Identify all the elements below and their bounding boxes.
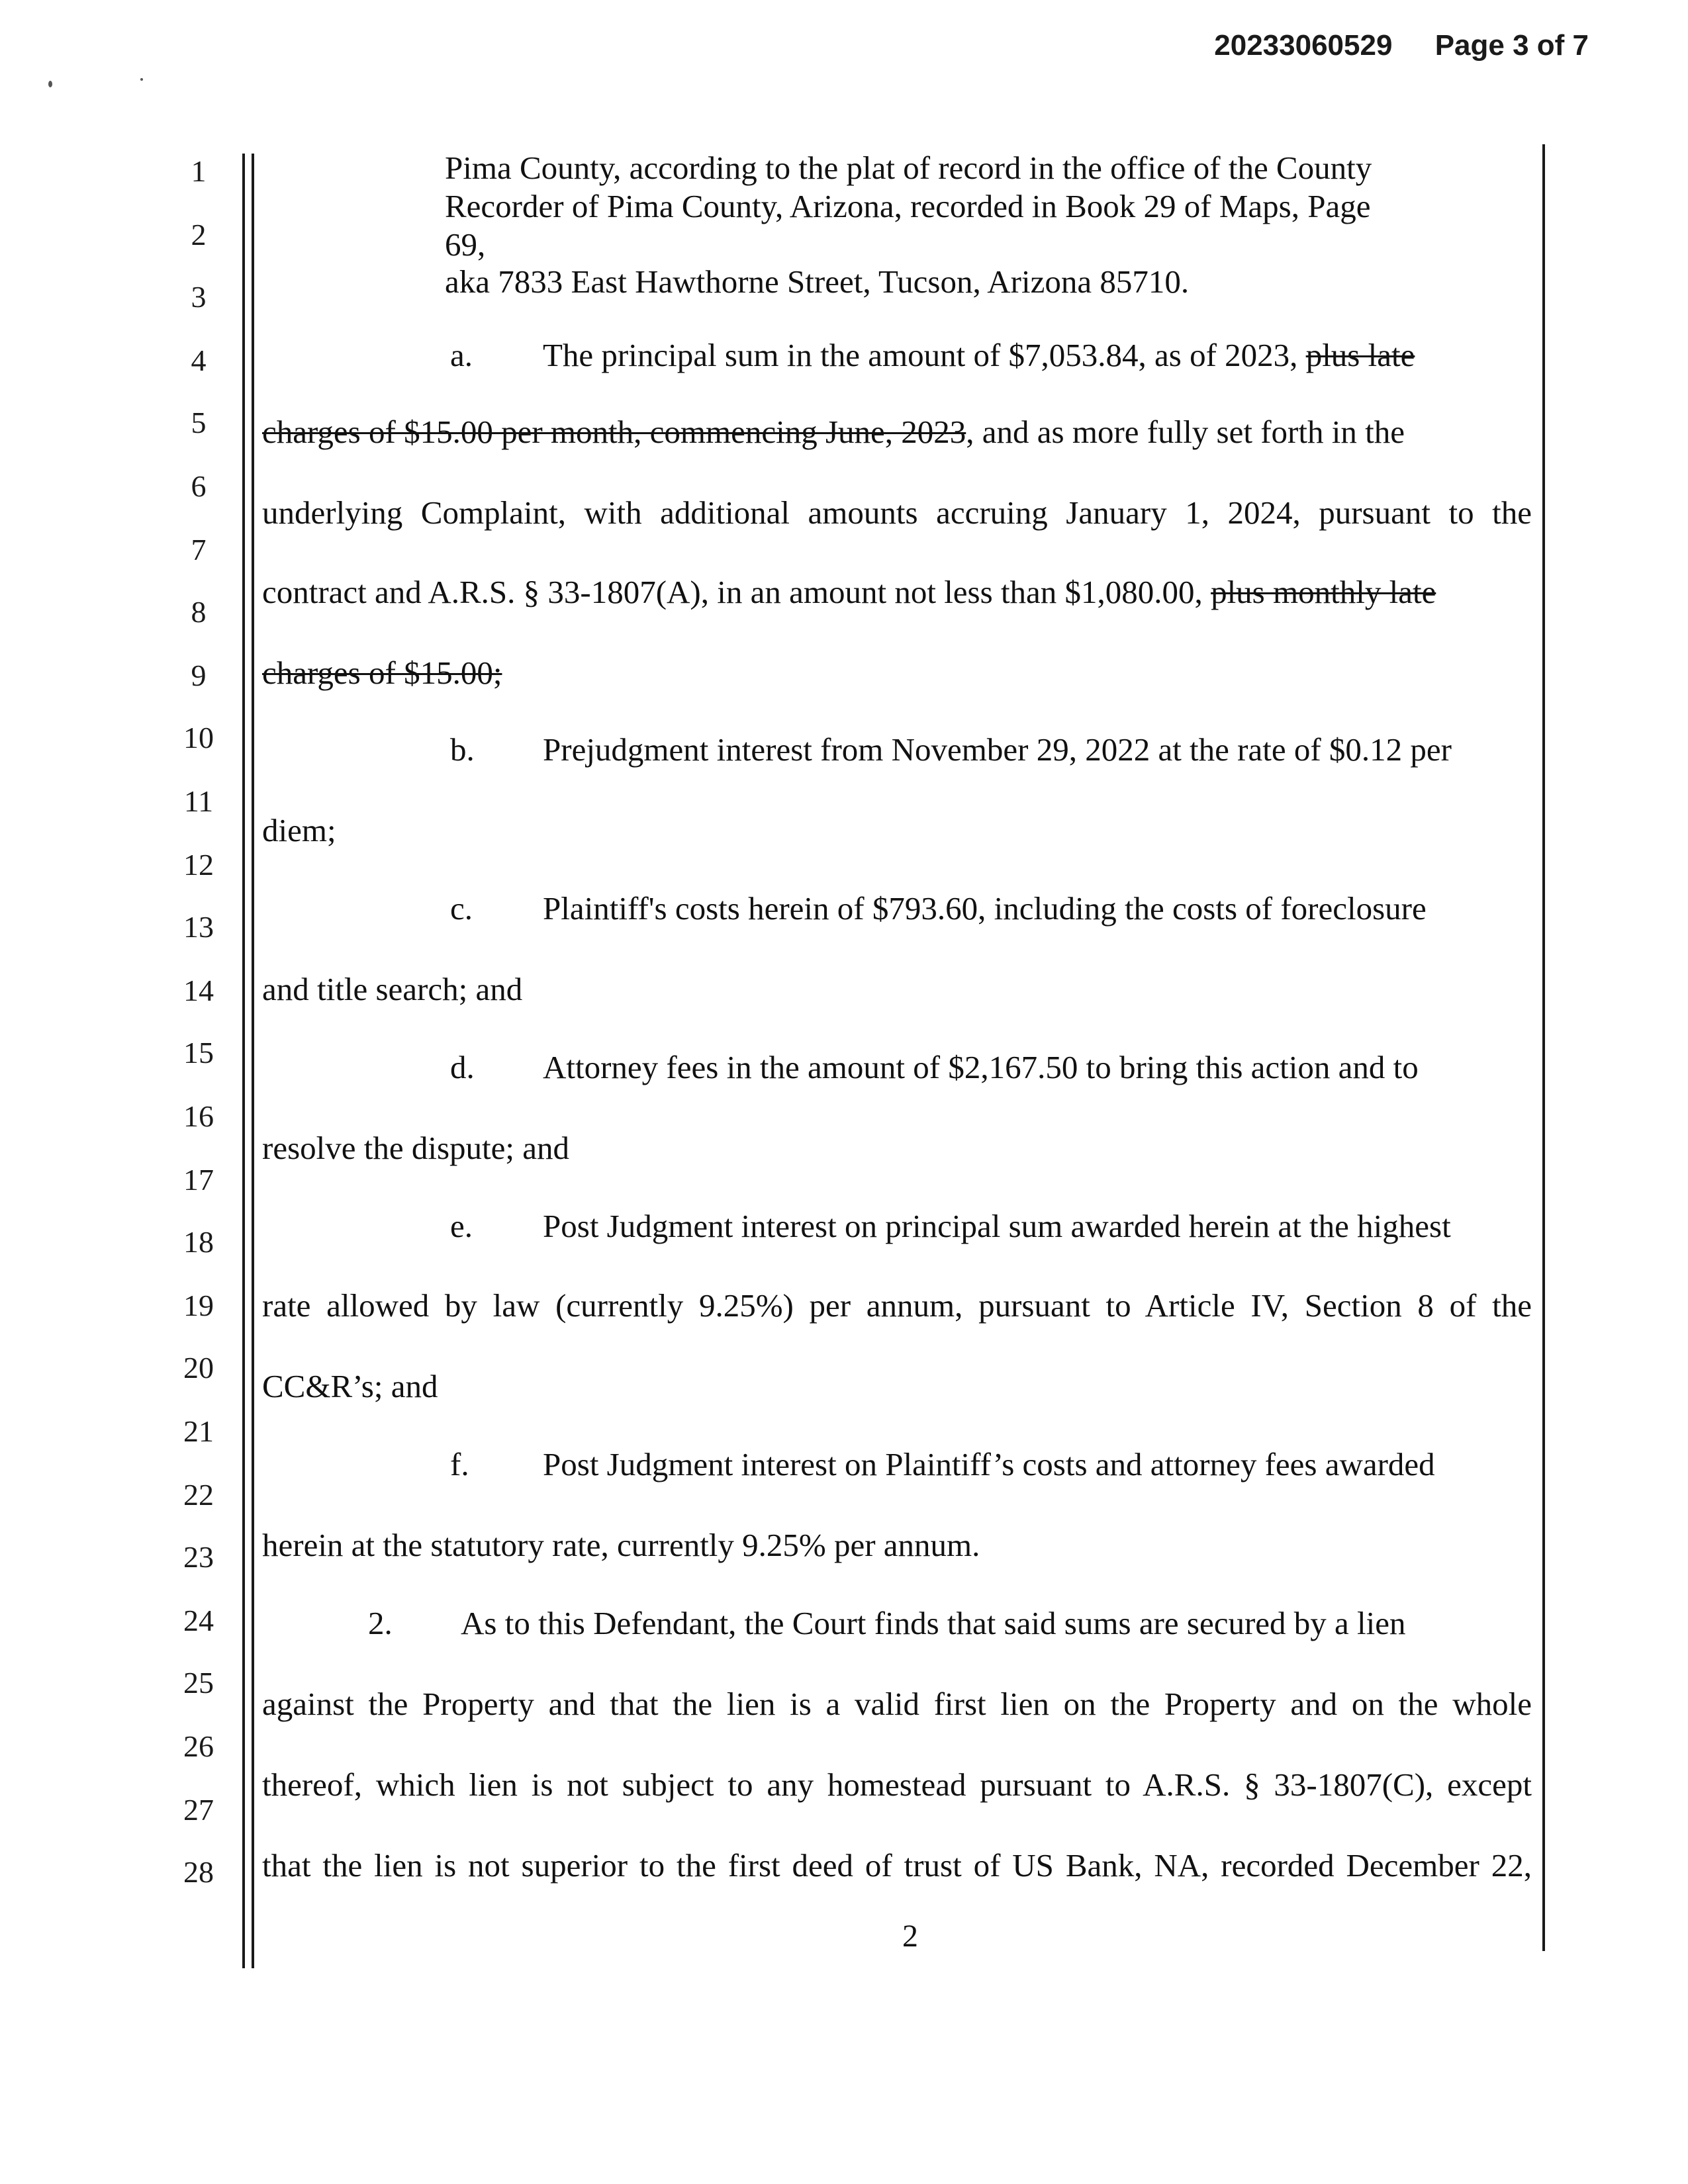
item-text: underlying Complaint, with additional amounts accruing January 1, 2024, pursuant to the <box>262 494 1532 531</box>
paragraph-text: against the Property and that the lien is a valid first lien on the Property and on the whole <box>262 1686 1532 1722</box>
line-number: 19 <box>183 1289 214 1322</box>
item-text: CC&R’s; and <box>262 1368 438 1404</box>
line-number: 7 <box>191 533 207 567</box>
item-text: contract and A.R.S. § 33-1807(A), in an amount not less than $1,080.00, <box>262 574 1203 610</box>
paragraph-text: that the lien is not superior to the first deed of trust of US Bank, NA, recorded December 22, <box>262 1847 1532 1884</box>
line-number: 17 <box>183 1163 214 1197</box>
item-text: Post Judgment interest on principal sum awarded herein at the highest <box>543 1208 1451 1244</box>
recording-number: 20233060529 <box>1214 29 1393 62</box>
line-number: 26 <box>183 1729 214 1763</box>
line-number: 9 <box>191 659 207 692</box>
line-number: 28 <box>183 1855 214 1889</box>
item-marker: d. <box>450 1049 475 1085</box>
legal-description-line: 69, <box>445 226 486 263</box>
scan-speck <box>140 78 143 81</box>
line-number: 6 <box>191 469 207 503</box>
item-text: Post Judgment interest on Plaintiff’s costs and attorney fees awarded <box>543 1446 1435 1482</box>
line-number: 21 <box>183 1414 214 1448</box>
item-text: herein at the statutory rate, currently 9.25% per annum. <box>262 1527 980 1563</box>
line-number: 16 <box>183 1099 214 1133</box>
right-margin-rule <box>1542 144 1545 1951</box>
item-marker: f. <box>450 1446 469 1482</box>
line-number: 23 <box>183 1540 214 1574</box>
line-number: 13 <box>183 910 214 944</box>
line-number: 8 <box>191 595 207 629</box>
line-number: 12 <box>183 848 214 882</box>
item-marker: b. <box>450 731 475 768</box>
line-number: 20 <box>183 1351 214 1385</box>
line-number: 18 <box>183 1225 214 1259</box>
item-text: Prejudgment interest from November 29, 2022 at the rate of $0.12 per <box>543 731 1452 768</box>
struck-text: charges of $15.00 per month, commencing June, 2023 <box>262 414 966 450</box>
paragraph-text: thereof, which lien is not subject to any homestead pursuant to A.R.S. § 33-1807(C), except <box>262 1766 1532 1803</box>
item-text: diem; <box>262 812 336 848</box>
line-number: 27 <box>183 1793 214 1827</box>
left-margin-rule-outer <box>242 154 245 1968</box>
item-text: Attorney fees in the amount of $2,167.50 to bring this action and to <box>543 1049 1419 1085</box>
paragraph-marker: 2. <box>368 1605 393 1641</box>
item-marker: e. <box>450 1208 473 1244</box>
line-number: 25 <box>183 1666 214 1700</box>
item-text: rate allowed by law (currently 9.25%) per annum, pursuant to Article IV, Section 8 of the <box>262 1287 1532 1324</box>
line-number: 4 <box>191 343 207 377</box>
item-marker: c. <box>450 890 473 927</box>
item-marker: a. <box>450 337 473 373</box>
struck-text: plus late <box>1305 337 1415 373</box>
line-number: 1 <box>191 154 207 188</box>
line-number: 3 <box>191 280 207 314</box>
line-number: 5 <box>191 406 207 439</box>
left-margin-rule-inner <box>252 154 254 1968</box>
line-number: 14 <box>183 974 214 1007</box>
line-number: 2 <box>191 218 207 251</box>
struck-text: plus monthly late <box>1211 574 1436 610</box>
item-text: The principal sum in the amount of $7,053.84, as of 2023, <box>543 337 1298 373</box>
item-text: resolve the dispute; and <box>262 1130 570 1166</box>
item-text: Plaintiff's costs herein of $793.60, including the costs of foreclosure <box>543 890 1427 927</box>
struck-text: charges of $15.00; <box>262 655 502 691</box>
scan-speck <box>48 81 52 87</box>
line-number: 22 <box>183 1478 214 1512</box>
line-number: 11 <box>183 784 214 818</box>
legal-description-line: aka 7833 East Hawthorne Street, Tucson, Arizona 85710. <box>445 263 1190 300</box>
line-number: 10 <box>183 721 214 754</box>
paragraph-text: As to this Defendant, the Court finds that said sums are secured by a lien <box>461 1605 1406 1641</box>
page-label: Page 3 of 7 <box>1434 29 1589 62</box>
recording-header <box>1214 29 1589 62</box>
item-text: , and as more fully set forth in the <box>966 414 1405 450</box>
item-text: and title search; and <box>262 971 523 1007</box>
legal-description-line: Recorder of Pima County, Arizona, recorded in Book 29 of Maps, Page <box>445 188 1371 224</box>
legal-description-line: Pima County, according to the plat of record in the office of the County <box>445 150 1372 186</box>
line-number: 15 <box>183 1036 214 1069</box>
line-number: 24 <box>183 1604 214 1637</box>
page-number: 2 <box>902 1919 918 1954</box>
